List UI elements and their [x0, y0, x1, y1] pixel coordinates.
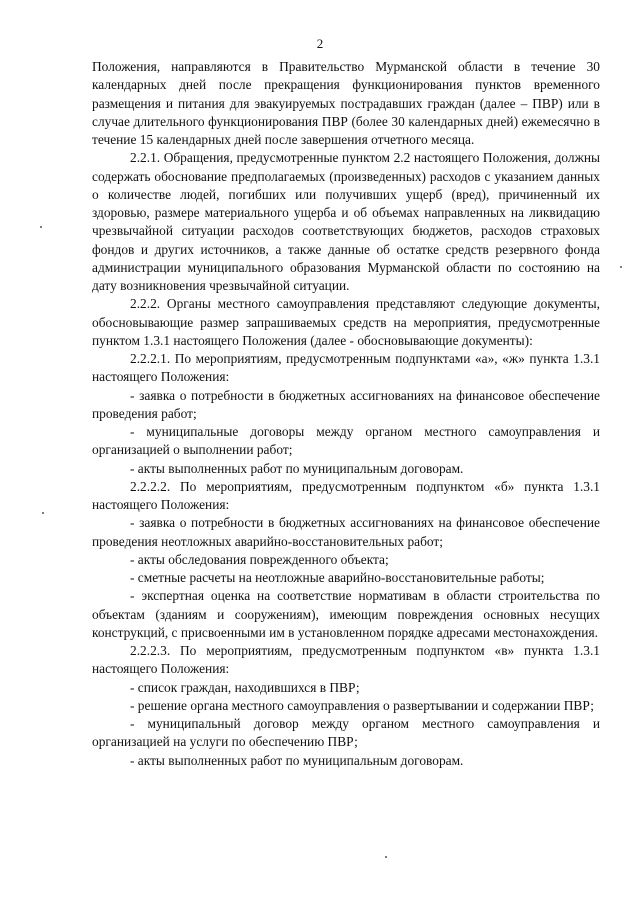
- list-item: - муниципальный договор между органом местного самоуправления и организацией на услуги по обеспечению ПВР;: [92, 716, 600, 750]
- list-item: - решение органа местного самоуправления о развертывании и содержании ПВР;: [130, 697, 595, 713]
- scan-speck: [40, 226, 42, 228]
- list-item: - экспертная оценка на соответствие нормативам в области строительства по объектам (зданиям и сооружениям), имеющим повреждения основных несущих конструкций, с присвоенными им в установленном порядке адресами местонахождения.: [92, 588, 600, 640]
- paragraph-1: Положения, направляются в Правительство Мурманской области в течение 30 календарных дней после прекращения функционирования пунктов временного размещения и питания для эвакуируемых пострадавших граждан (далее – ПВР) или в случае длительного функционирования ПВР (более 30 календарных дней) ежемесячно в течение 15 календарных дней после завершения отчетного месяца.: [92, 59, 600, 147]
- list-item: - заявка о потребности в бюджетных ассигнованиях на финансовое обеспечение проведения работ;: [92, 387, 600, 421]
- paragraph-2-2-2: 2.2.2. Органы местного самоуправления представляют следующие документы, обосновывающие размер запрашиваемых средств на мероприятия, предусмотренные пунктом 1.3.1 настоящего Положения (далее - обосновывающие документы):: [92, 296, 600, 348]
- list-item: - заявка о потребности в бюджетных ассигнованиях на финансовое обеспечение проведения неотложных аварийно-восстановительных работ;: [92, 515, 600, 549]
- scan-speck: [620, 266, 622, 268]
- page-number: 2: [316, 36, 324, 51]
- paragraph-2-2-2-2: 2.2.2.2. По мероприятиям, предусмотренным подпунктом «б» пункта 1.3.1 настоящего Положения:: [92, 478, 600, 512]
- paragraph-2-2-2-1: 2.2.2.1. По мероприятиям, предусмотренным подпунктами «а», «ж» пункта 1.3.1 настоящего Положения:: [92, 351, 600, 385]
- list-item: - акты выполненных работ по муниципальным договорам.: [130, 752, 464, 768]
- list-item: - сметные расчеты на неотложные аварийно-восстановительные работы;: [130, 570, 545, 585]
- scan-speck: [42, 512, 44, 514]
- paragraph-2-2-2-3: 2.2.2.3. По мероприятиям, предусмотренным подпунктом «в» пункта 1.3.1 настоящего Положения:: [92, 643, 600, 677]
- list-item: - муниципальные договоры между органом местного самоуправления и организацией о выполнении работ;: [92, 424, 600, 458]
- list-item: - акты выполненных работ по муниципальным договорам.: [130, 460, 464, 476]
- scan-speck: [385, 856, 387, 858]
- document-body: [92, 58, 600, 770]
- paragraph-2-2-1: 2.2.1. Обращения, предусмотренные пунктом 2.2 настоящего Положения, должны содержать обоснование предполагаемых (произведенных) расходов с указанием данных о количестве людей, погибших или получивших ущерб (вред), причиненный их здоровью, размере материального ущерба и об объемах направленных на ликвидацию чрезвычайной ситуации расходов соответствующих бюджетов, расходов страховых фондов и других источников, а также данные об остатке средств резервного фонда администрации муниципального образования Мурманской области по состоянию на дату возникновения чрезвычайной ситуации.: [92, 150, 600, 293]
- list-item: - акты обследования поврежденного объекта;: [130, 551, 389, 567]
- list-item: - список граждан, находившихся в ПВР;: [130, 679, 360, 695]
